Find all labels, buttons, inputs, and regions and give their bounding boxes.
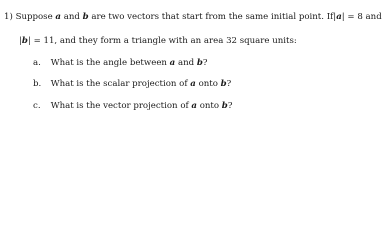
question-text: onto <box>199 101 220 111</box>
question-a <box>33 58 208 68</box>
question-text: onto <box>198 79 218 89</box>
vector-b-label: b <box>221 101 228 111</box>
statement-text: are two vectors that start from the same initial point. If <box>91 12 334 22</box>
statement-text: = 11, and they form a triangle with an area 32 square units: <box>33 36 297 46</box>
statement-text: = 8 and <box>347 12 382 22</box>
problem-statement-line-1 <box>4 12 382 22</box>
question-c <box>33 101 232 111</box>
vector-b-label: b <box>82 12 89 22</box>
abs-bar: | <box>19 36 22 46</box>
question-b <box>33 79 231 89</box>
abs-bar: | <box>27 36 31 46</box>
vector-b-label: b <box>196 58 203 68</box>
vector-b-label: b <box>21 36 28 46</box>
abs-bar: | <box>333 12 337 22</box>
question-text: and <box>177 58 195 68</box>
vector-a-label: a <box>191 101 197 111</box>
question-letter: b. <box>33 79 42 89</box>
question-text: What is the vector projection of <box>50 101 189 111</box>
vector-a-label: a <box>336 12 342 22</box>
abs-bar: | <box>341 12 345 22</box>
vector-a-label: a <box>169 58 176 68</box>
statement-text: and <box>63 12 80 22</box>
vector-a-label: a <box>55 12 61 22</box>
question-mark: ? <box>226 79 232 89</box>
statement-text: Suppose <box>15 12 53 22</box>
question-mark: ? <box>227 101 233 111</box>
question-text: What is the scalar projection of <box>50 79 188 89</box>
question-text: What is the angle between <box>50 58 167 68</box>
question-letter: a. <box>33 58 41 68</box>
question-mark: ? <box>202 58 208 68</box>
vector-b-label: b <box>220 79 227 89</box>
vector-a-label: a <box>190 79 196 89</box>
problem-number: 1) <box>4 12 13 22</box>
problem-statement-line-2 <box>19 36 297 46</box>
question-letter: c. <box>33 101 41 111</box>
